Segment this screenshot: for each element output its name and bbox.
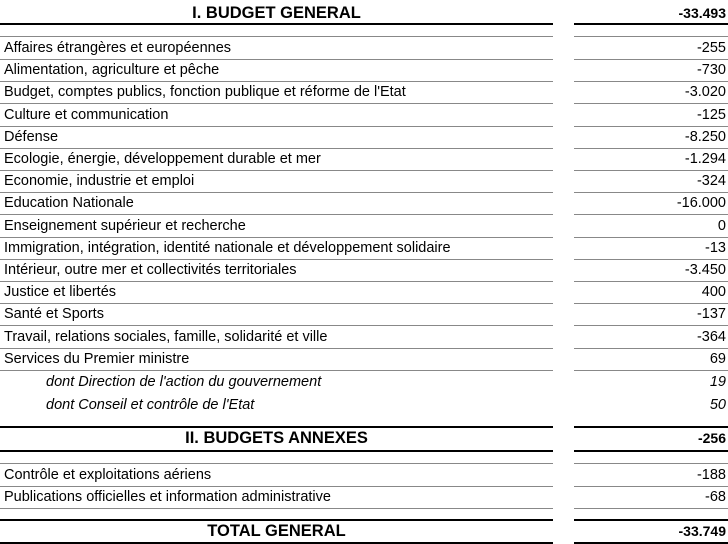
table-row bbox=[0, 148, 728, 170]
row-value: -137 bbox=[696, 306, 726, 323]
table-row bbox=[0, 348, 728, 370]
row-value: -324 bbox=[696, 173, 726, 190]
row-value: -3.020 bbox=[684, 84, 726, 101]
table-row bbox=[0, 326, 728, 348]
row-label: Affaires étrangères et européennes bbox=[4, 40, 232, 56]
table-row bbox=[0, 237, 728, 259]
row-label: Alimentation, agriculture et pêche bbox=[4, 62, 220, 79]
row-label: Santé et Sports bbox=[4, 306, 104, 323]
header-underline bbox=[0, 23, 553, 25]
total-title: TOTAL GENERAL bbox=[207, 522, 346, 540]
row-label: Education Nationale bbox=[4, 195, 134, 212]
row-label: Publications officielles et information administrative bbox=[4, 489, 331, 505]
row-value: -13 bbox=[705, 239, 726, 256]
table-row bbox=[0, 486, 728, 508]
row-divider bbox=[0, 508, 553, 509]
table-row bbox=[0, 192, 728, 214]
row-value: -188 bbox=[696, 467, 726, 483]
section-title: I. BUDGET GENERAL bbox=[192, 4, 361, 22]
row-value: -1.294 bbox=[684, 151, 726, 167]
row-label: Economie, industrie et emploi bbox=[4, 173, 195, 190]
row-value: -125 bbox=[696, 106, 726, 123]
row-label: dont Conseil et contrôle de l'Etat bbox=[46, 397, 255, 413]
table-row bbox=[0, 126, 728, 148]
row-divider bbox=[574, 508, 728, 509]
row-label: Services du Premier ministre bbox=[4, 350, 190, 367]
row-value: -364 bbox=[696, 328, 726, 345]
table-row bbox=[0, 170, 728, 192]
section-total: -33.493 bbox=[678, 5, 726, 21]
header-topline bbox=[0, 426, 553, 428]
section-total: -256 bbox=[697, 430, 726, 446]
row-label: dont Direction de l'action du gouvernement bbox=[46, 374, 322, 390]
row-value: 69 bbox=[709, 350, 726, 367]
row-value: 0 bbox=[717, 217, 726, 234]
header-underline bbox=[574, 450, 728, 452]
row-value: 50 bbox=[709, 397, 726, 413]
row-label: Défense bbox=[4, 128, 59, 145]
row-value: -68 bbox=[705, 489, 726, 505]
table-row bbox=[0, 104, 728, 126]
row-label: Immigration, intégration, identité nationale et développement solidaire bbox=[4, 239, 451, 256]
row-label: Enseignement supérieur et recherche bbox=[4, 217, 246, 234]
section-title: II. BUDGETS ANNEXES bbox=[185, 429, 368, 447]
section-header-budget-general bbox=[0, 1, 728, 25]
table-row bbox=[0, 37, 728, 59]
row-label: Contrôle et exploitations aériens bbox=[4, 467, 212, 483]
table-row bbox=[0, 81, 728, 103]
total-general-row bbox=[0, 519, 728, 543]
row-label: Culture et communication bbox=[4, 106, 169, 123]
row-label: Justice et libertés bbox=[4, 284, 117, 301]
row-value: -16.000 bbox=[676, 195, 726, 212]
row-value: -730 bbox=[696, 62, 726, 79]
table-row bbox=[0, 281, 728, 303]
table-row bbox=[0, 464, 728, 486]
row-value: -255 bbox=[696, 40, 726, 56]
table-row bbox=[0, 59, 728, 81]
row-label: Budget, comptes publics, fonction publique et réforme de l'Etat bbox=[4, 84, 406, 101]
row-value: 400 bbox=[701, 284, 726, 301]
header-underline bbox=[0, 450, 553, 452]
header-underline bbox=[574, 23, 728, 25]
table-row bbox=[0, 259, 728, 281]
row-value: -8.250 bbox=[684, 128, 726, 145]
row-label: Intérieur, outre mer et collectivités territoriales bbox=[4, 262, 297, 278]
table-row bbox=[0, 394, 728, 416]
row-label: Ecologie, énergie, développement durable et mer bbox=[4, 151, 321, 167]
table-row bbox=[0, 371, 728, 393]
table-row bbox=[0, 215, 728, 237]
section-header-budgets-annexes bbox=[0, 426, 728, 450]
row-value: -3.450 bbox=[684, 262, 726, 278]
row-label: Travail, relations sociales, famille, solidarité et ville bbox=[4, 328, 328, 345]
table-row bbox=[0, 303, 728, 325]
header-topline bbox=[574, 426, 728, 428]
row-value: 19 bbox=[709, 374, 726, 390]
total-value: -33.749 bbox=[678, 523, 726, 539]
